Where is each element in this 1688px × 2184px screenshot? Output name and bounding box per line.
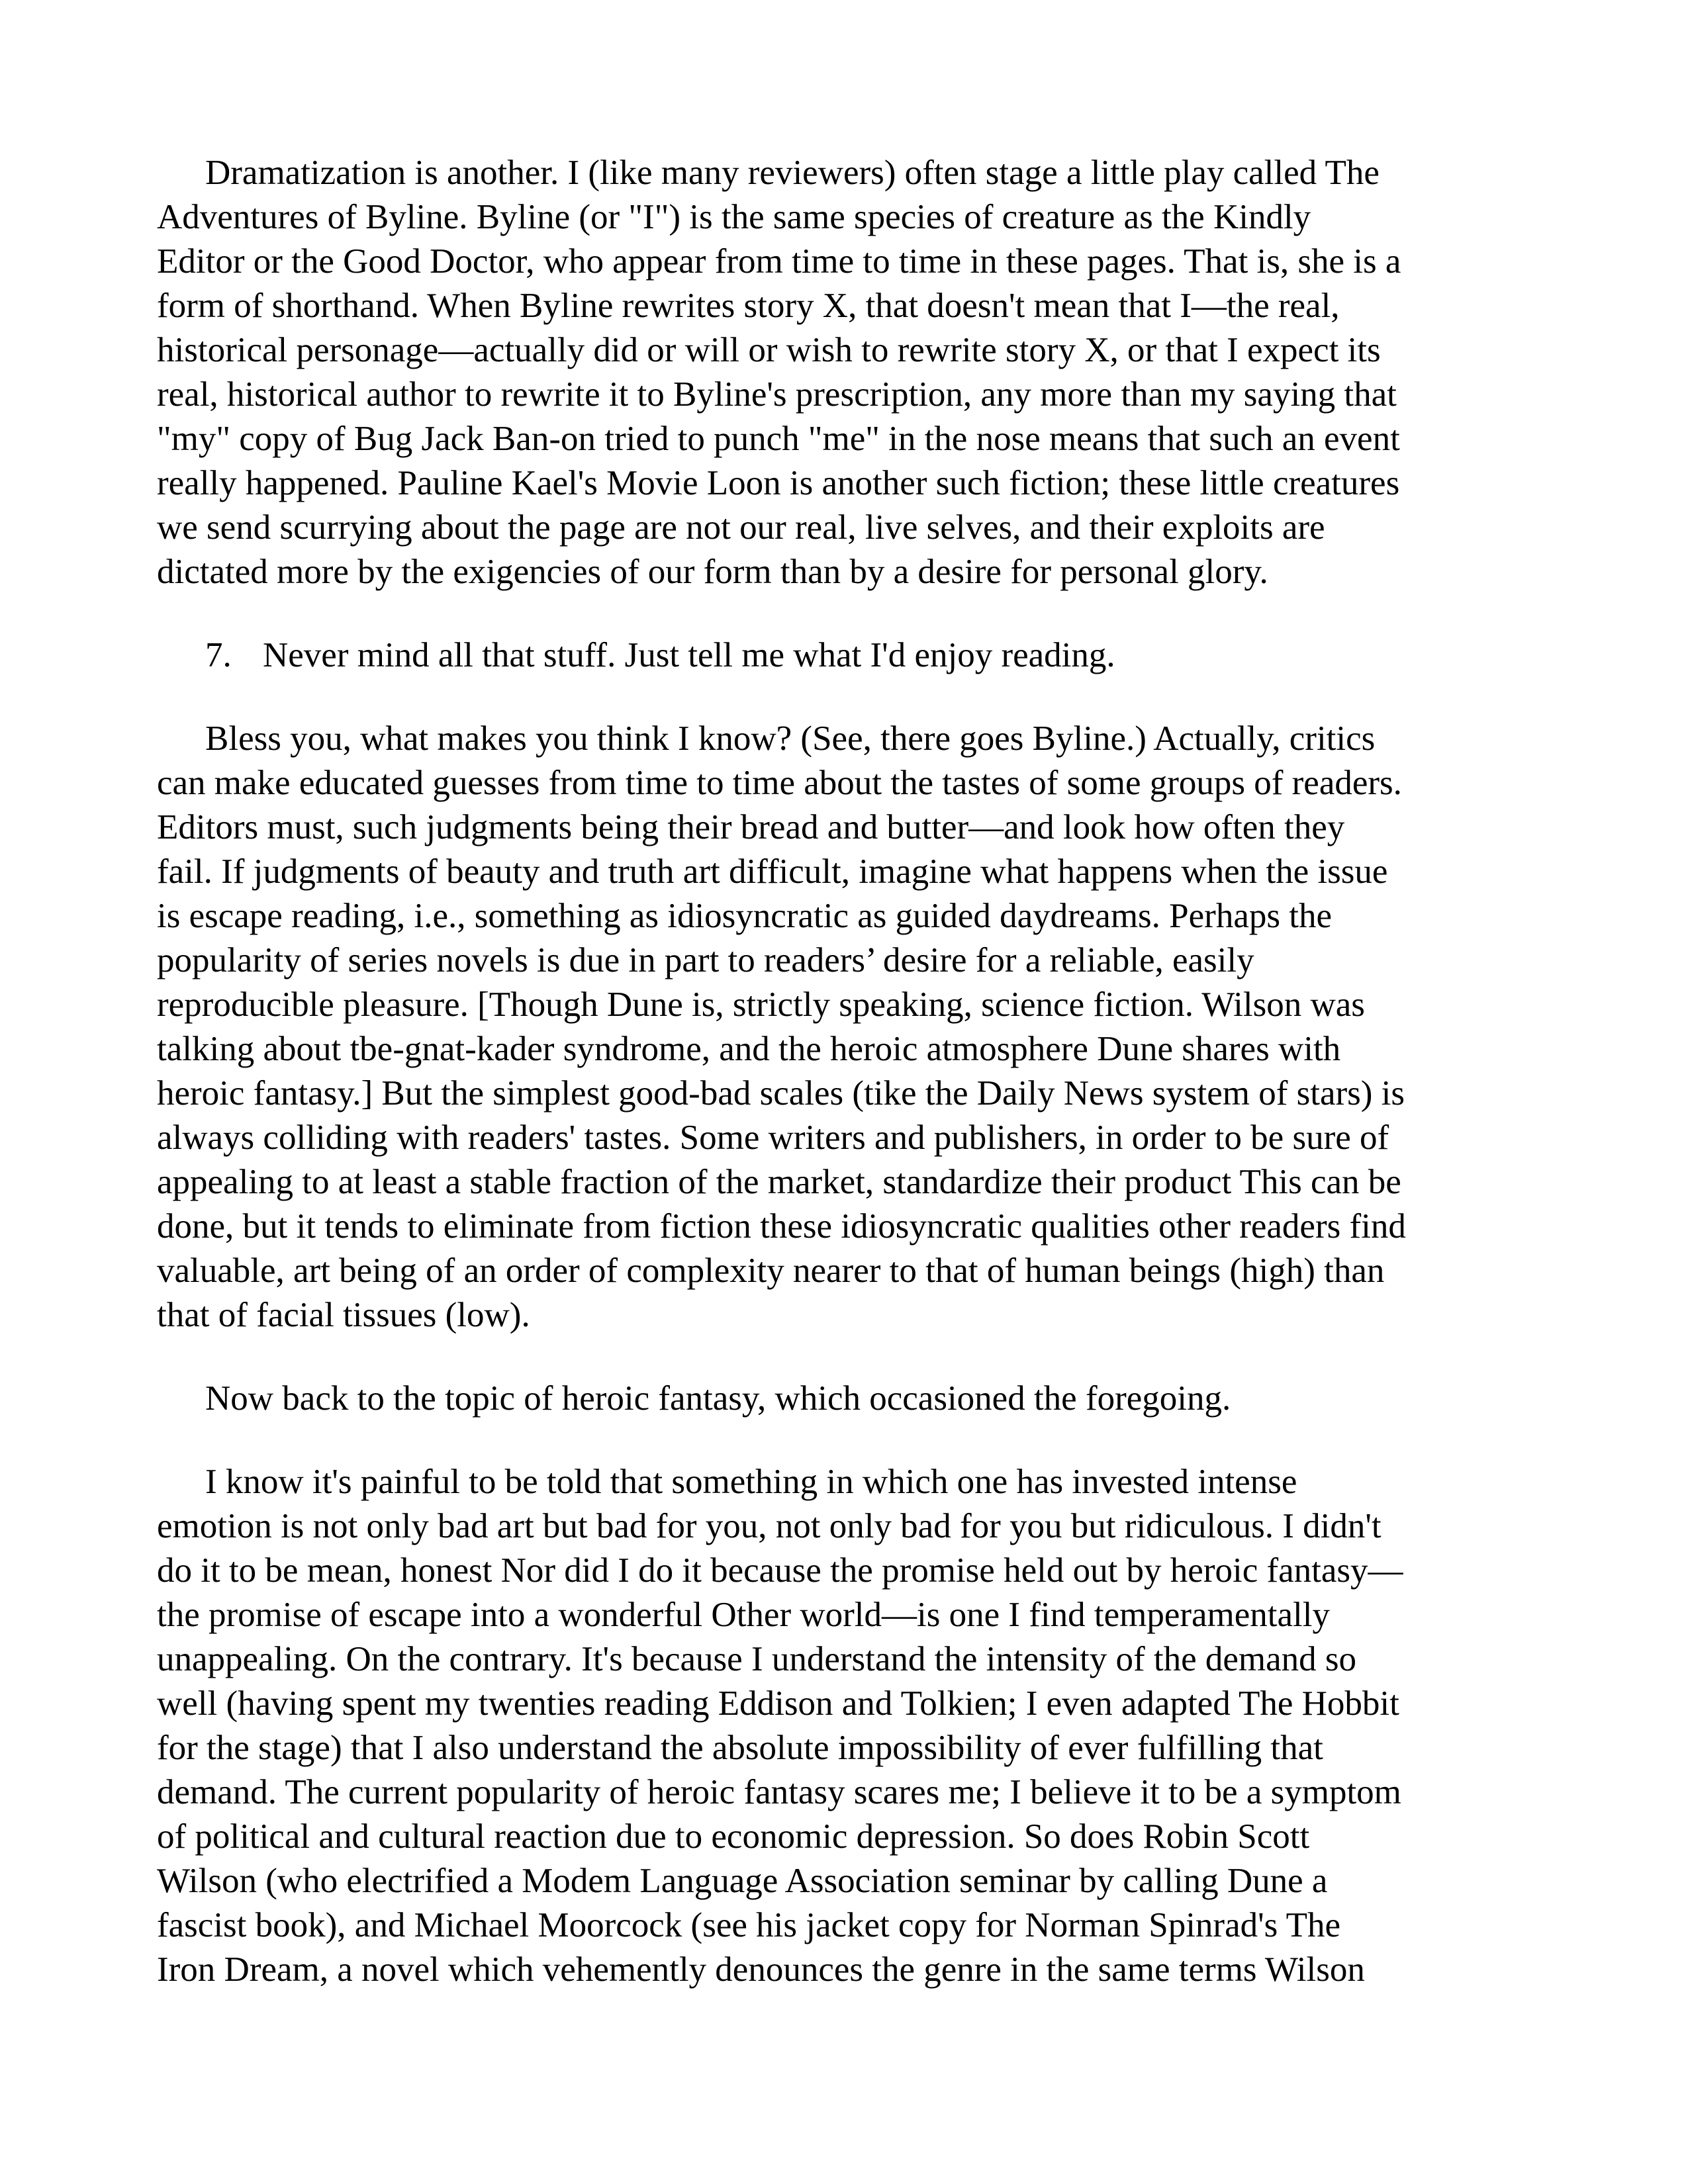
text-line: Adventures of Byline. Byline (or "I") is the same species of creature as the Kindly xyxy=(157,198,1311,236)
text-line: do it to be mean, honest Nor did I do it because the promise held out by heroic fantasy— xyxy=(157,1551,1403,1590)
text-line: "my" copy of Bug Jack Ban-on tried to punch "me" in the nose means that such an event xyxy=(157,420,1400,458)
text-line: fascist book), and Michael Moorcock (see his jacket copy for Norman Spinrad's The xyxy=(157,1906,1340,1944)
text-line: Editors must, such judgments being their bread and butter—and look how often they xyxy=(157,808,1345,846)
text-line: historical personage—actually did or will or wish to rewrite story X, or that I expect its xyxy=(157,331,1381,369)
text-line: Now back to the topic of heroic fantasy, which occasioned the foregoing. xyxy=(205,1379,1231,1418)
paragraph-gap xyxy=(157,1338,1540,1377)
text-line: the promise of escape into a wonderful Other world—is one I find temperamentally xyxy=(157,1596,1331,1634)
text-line: reproducible pleasure. [Though Dune is, strictly speaking, science fiction. Wilson was xyxy=(157,985,1365,1024)
text-line: that of facial tissues (low). xyxy=(157,1296,530,1334)
text-line: Dramatization is another. I (like many reviewers) often stage a little play called The xyxy=(205,154,1380,192)
text-line: appealing to at least a stable fraction of the market, standardize their product This can be xyxy=(157,1163,1401,1201)
text-line xyxy=(157,633,1540,678)
text-line: emotion is not only bad art but bad for you, not only bad for you but ridiculous. I didn't xyxy=(157,1507,1382,1545)
text-line: of political and cultural reaction due to economic depression. So does Robin Scott xyxy=(157,1817,1310,1856)
text-line: can make educated guesses from time to time about the tastes of some groups of readers. xyxy=(157,764,1402,802)
text-line: well (having spent my twenties reading Eddison and Tolkien; I even adapted The Hobbit xyxy=(157,1684,1399,1723)
text-line: is escape reading, i.e., something as idiosyncratic as guided daydreams. Perhaps the xyxy=(157,897,1332,935)
text-line: fail. If judgments of beauty and truth art difficult, imagine what happens when the issue xyxy=(157,852,1388,891)
text-line: Editor or the Good Doctor, who appear from time to time in these pages. That is, she is a xyxy=(157,242,1401,281)
paragraph-bless-you xyxy=(157,717,1540,1338)
text-line: heroic fantasy.] But the simplest good-bad scales (tike the Daily News system of stars) is xyxy=(157,1074,1405,1113)
text-line: Wilson (who electrified a Modem Language Association seminar by calling Dune a xyxy=(157,1862,1328,1900)
text-line: done, but it tends to eliminate from fiction these idiosyncratic qualities other readers find xyxy=(157,1207,1406,1246)
paragraph-now-back xyxy=(157,1377,1540,1421)
text-line: real, historical author to rewrite it to Byline's prescription, any more than my saying that xyxy=(157,375,1397,414)
text-line: always colliding with readers' tastes. Some writers and publishers, in order to be sure of xyxy=(157,1118,1389,1157)
text-line: for the stage) that I also understand the absolute impossibility of ever fulfilling that xyxy=(157,1729,1323,1767)
text-line: popularity of series novels is due in part to readers’ desire for a reliable, easily xyxy=(157,941,1254,979)
text-line: talking about tbe-gnat-kader syndrome, and the heroic atmosphere Dune shares with xyxy=(157,1030,1341,1068)
text-line: demand. The current popularity of heroic fantasy scares me; I believe it to be a symptom xyxy=(157,1773,1401,1811)
numbered-item-7 xyxy=(157,633,1540,678)
paragraph-gap xyxy=(157,594,1540,633)
text-line: form of shorthand. When Byline rewrites story X, that doesn't mean that I—the real, xyxy=(157,287,1340,325)
text-line: Bless you, what makes you think I know? (See, there goes Byline.) Actually, critics xyxy=(205,719,1376,758)
text-line: Iron Dream, a novel which vehemently denounces the genre in the same terms Wilson xyxy=(157,1950,1365,1989)
paragraph-dramatization xyxy=(157,151,1540,594)
text-line: valuable, art being of an order of complexity nearer to that of human beings (high) than xyxy=(157,1251,1385,1290)
item-number: 7. xyxy=(205,636,232,674)
paragraph-i-know xyxy=(157,1460,1540,1992)
document-page xyxy=(157,151,1540,1992)
text-line: really happened. Pauline Kael's Movie Loon is another such fiction; these little creatures xyxy=(157,464,1400,502)
text-line: dictated more by the exigencies of our form than by a desire for personal glory. xyxy=(157,553,1268,591)
paragraph-gap xyxy=(157,1421,1540,1460)
text-line: I know it's painful to be told that something in which one has invested intense xyxy=(205,1463,1297,1501)
item-text: Never mind all that stuff. Just tell me what I'd enjoy reading. xyxy=(263,636,1115,674)
text-line: we send scurrying about the page are not our real, live selves, and their exploits are xyxy=(157,508,1325,547)
paragraph-gap xyxy=(157,678,1540,717)
text-line: unappealing. On the contrary. It's because I understand the intensity of the demand so xyxy=(157,1640,1356,1678)
